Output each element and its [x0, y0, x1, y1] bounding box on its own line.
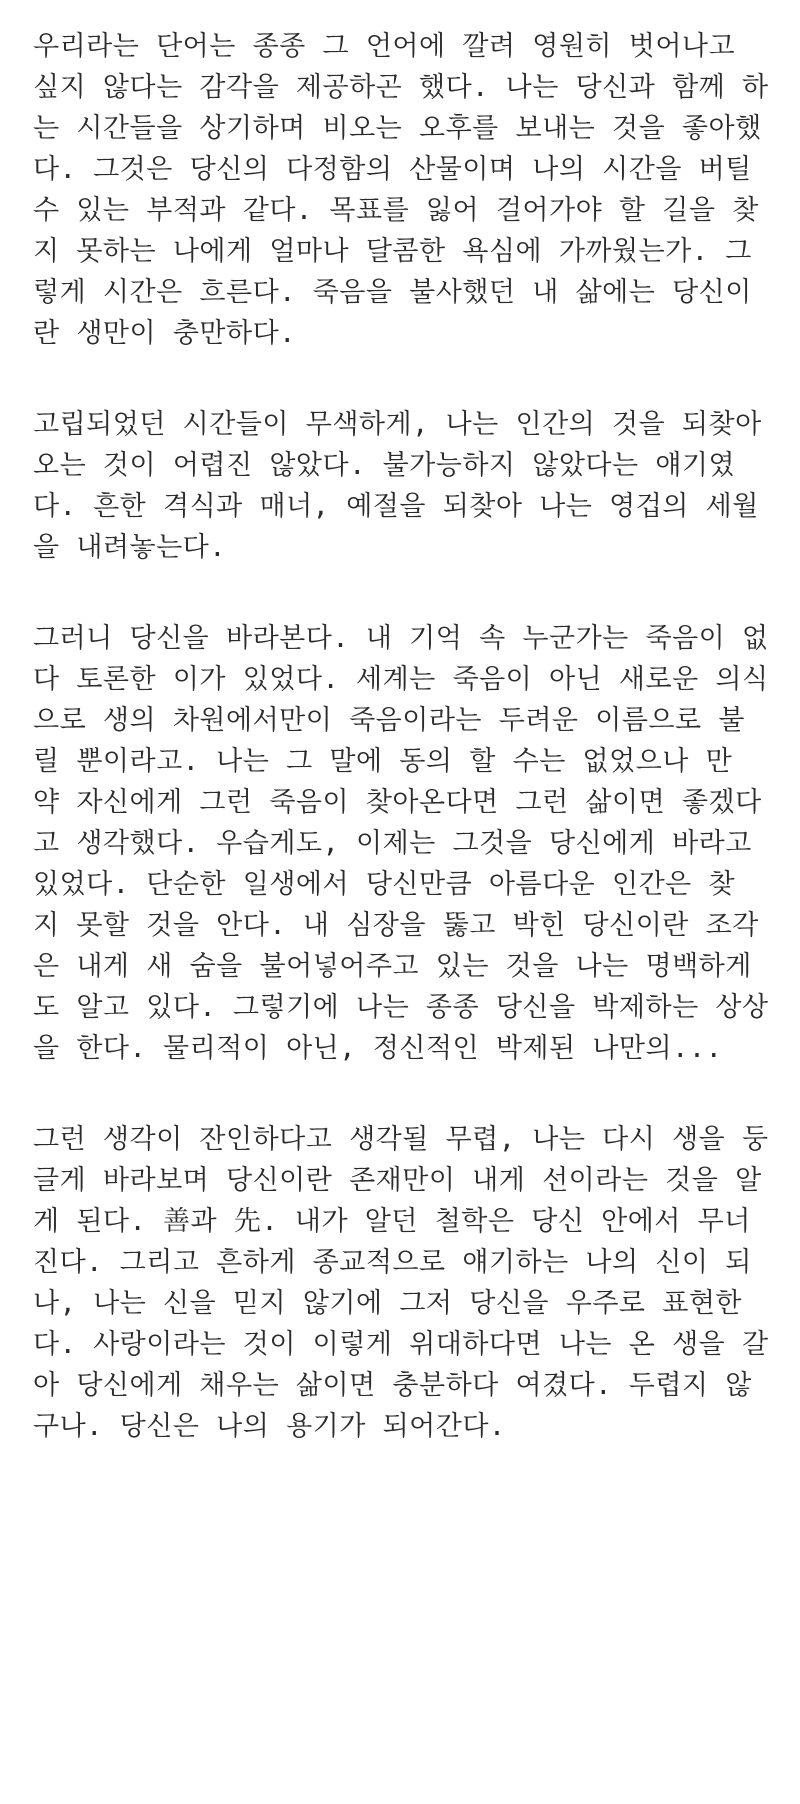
text-line: 을 내려놓는다.: [33, 532, 227, 563]
text-line: 도 알고 있다. 그렇기에 나는 종종 당신을 박제하는 상상: [33, 992, 769, 1023]
text-line: 고립되었던 시간들이 무색하게, 나는 인간의 것을 되찾아: [33, 409, 762, 440]
text-line: 는 시간들을 상기하며 비오는 오후를 보내는 것을 좋아했: [33, 113, 762, 144]
text-line: 있었다. 단순한 일생에서 당신만큼 아름다운 인간은 찾: [33, 869, 736, 900]
text-line: 글게 바라보며 당신이란 존재만이 내게 선이라는 것을 알: [33, 1165, 762, 1196]
paragraph: [33, 26, 772, 354]
text-line: 릴 뿐이라고. 나는 그 말에 동의 할 수는 없었으나 만: [33, 746, 733, 777]
text-line: 다. 그것은 당신의 다정함의 산물이며 나의 시간을 버틸: [33, 154, 752, 185]
paragraph: [33, 1119, 772, 1447]
text-line: 진다. 그리고 흔하게 종교적으로 얘기하는 나의 신이 되: [33, 1247, 752, 1278]
text-line: 지 못하는 나에게 얼마나 달콤한 욕심에 가까웠는가. 그: [33, 236, 752, 267]
text-line: 나, 나는 신을 믿지 않기에 그저 당신을 우주로 표현한: [33, 1288, 743, 1319]
text-line: 다 토론한 이가 있었다. 세계는 죽음이 아닌 새로운 의식: [33, 664, 769, 695]
text-line: 우리라는 단어는 종종 그 언어에 깔려 영원히 벗어나고: [33, 31, 736, 62]
text-line: 을 한다. 물리적이 아닌, 정신적인 박제된 나만의...: [33, 1033, 723, 1064]
text-line: 지 못할 것을 안다. 내 심장을 뚫고 박힌 당신이란 조각: [33, 910, 759, 941]
text-line: 은 내게 새 숨을 불어넣어주고 있는 것을 나는 명백하게: [33, 951, 752, 982]
text-line: 구나. 당신은 나의 용기가 되어간다.: [33, 1411, 506, 1442]
text-line: 란 생만이 충만하다.: [33, 318, 296, 349]
text-line: 고 생각했다. 우습게도, 이제는 그것을 당신에게 바라고: [33, 828, 752, 859]
text-line: 으로 생의 차원에서만이 죽음이라는 두려운 이름으로 불: [33, 705, 745, 736]
text-line: 다. 흔한 격식과 매너, 예절을 되찾아 나는 영겁의 세월: [33, 491, 759, 522]
text-line: 아 당신에게 채우는 삶이면 충분하다 여겼다. 두렵지 않: [33, 1370, 752, 1401]
paragraph: [33, 618, 772, 1069]
text-line: 수 있는 부적과 같다. 목표를 잃어 걸어가야 할 길을 찾: [33, 195, 759, 226]
text-line: 게 된다. 善과 先. 내가 알던 철학은 당신 안에서 무너: [33, 1206, 751, 1237]
text-line: 그런 생각이 잔인하다고 생각될 무렵, 나는 다시 생을 둥: [33, 1124, 769, 1155]
text-line: 오는 것이 어렵진 않았다. 불가능하지 않았다는 얘기였: [33, 450, 736, 481]
paragraph: [33, 404, 772, 568]
text-line: 다. 사랑이라는 것이 이렇게 위대하다면 나는 온 생을 갈: [33, 1329, 769, 1360]
text-line: 그러니 당신을 바라본다. 내 기억 속 누군가는 죽음이 없: [33, 623, 769, 654]
text-line: 렇게 시간은 흐른다. 죽음을 불사했던 내 삶에는 당신이: [33, 277, 752, 308]
text-line: 약 자신에게 그런 죽음이 찾아온다면 그런 삶이면 좋겠다: [33, 787, 762, 818]
text-line: 싶지 않다는 감각을 제공하곤 했다. 나는 당신과 함께 하: [33, 72, 769, 103]
